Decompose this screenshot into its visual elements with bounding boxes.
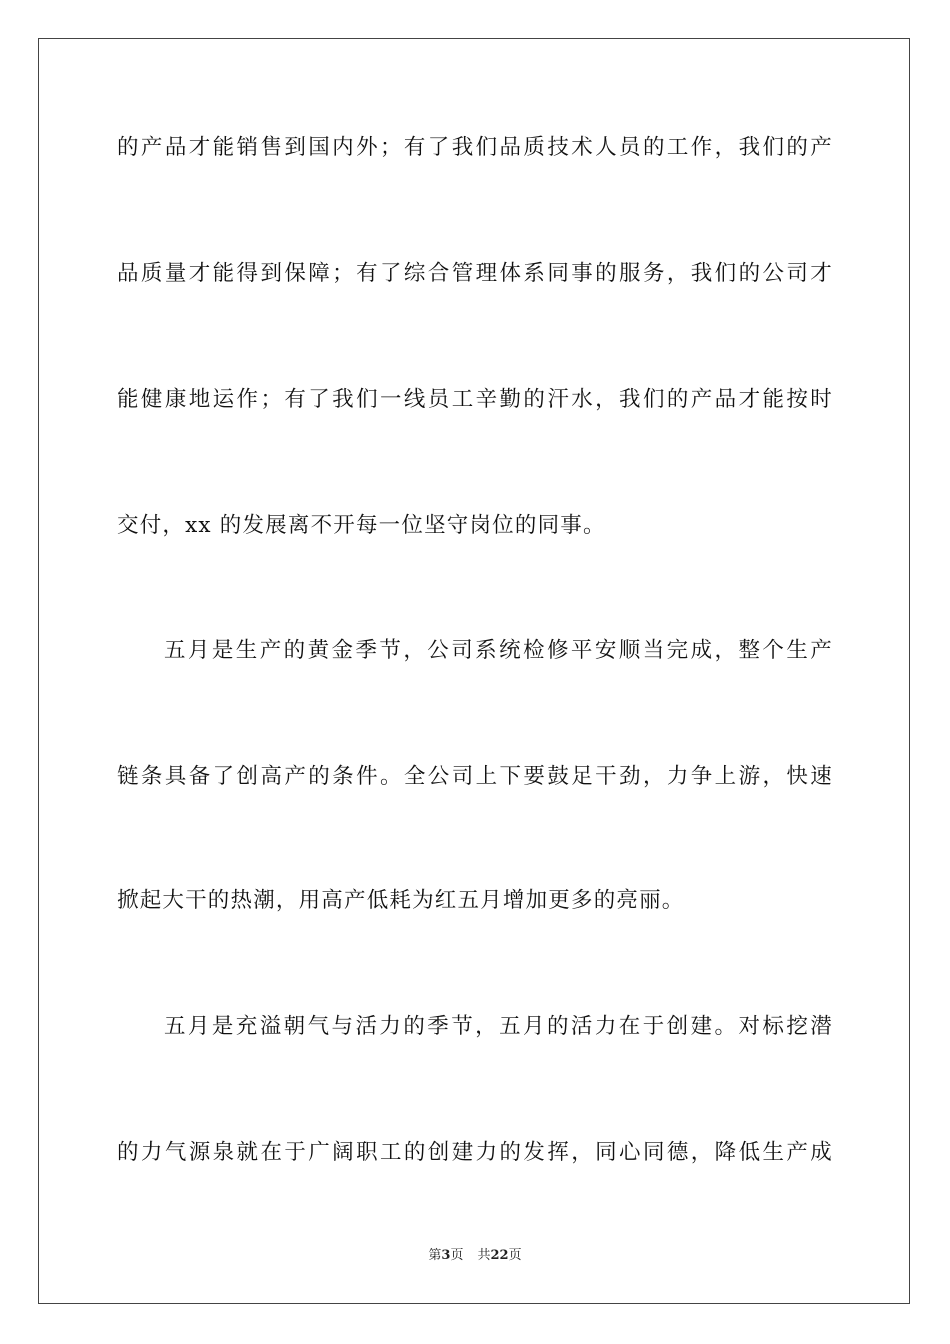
paragraph-first-line: 五月是生产的黄金季节，公司系统检修平安顺当完成，整个生产	[164, 638, 833, 663]
paragraph-line: 链条具备了创高产的条件。全公司上下要鼓足干劲，力争上游，快速	[117, 764, 833, 789]
paragraph-first-line: 五月是充溢朝气与活力的季节，五月的活力在于创建。对标挖潜	[164, 1014, 833, 1039]
page-prefix: 第	[428, 1248, 442, 1263]
total-suffix: 页	[508, 1248, 522, 1263]
page-number: 3	[441, 1248, 451, 1263]
paragraph-line: 能健康地运作；有了我们一线员工辛勤的汗水，我们的产品才能按时	[117, 387, 833, 412]
page-suffix: 页	[450, 1248, 464, 1263]
paragraph-line: 的力气源泉就在于广阔职工的创建力的发挥，同心同德，降低生产成	[117, 1140, 833, 1165]
page-border	[38, 38, 910, 1304]
total-pages: 22	[490, 1248, 509, 1263]
paragraph-line: 的产品才能销售到国内外；有了我们品质技术人员的工作，我们的产	[117, 135, 833, 160]
total-prefix: 共	[477, 1248, 491, 1263]
page-footer	[0, 1247, 950, 1265]
paragraph-line: 掀起大干的热潮，用高产低耗为红五月增加更多的亮丽。	[117, 888, 685, 913]
paragraph-line: 交付，xx 的发展离不开每一位坚守岗位的同事。	[117, 513, 606, 538]
paragraph-line: 品质量才能得到保障；有了综合管理体系同事的服务，我们的公司才	[117, 261, 833, 286]
